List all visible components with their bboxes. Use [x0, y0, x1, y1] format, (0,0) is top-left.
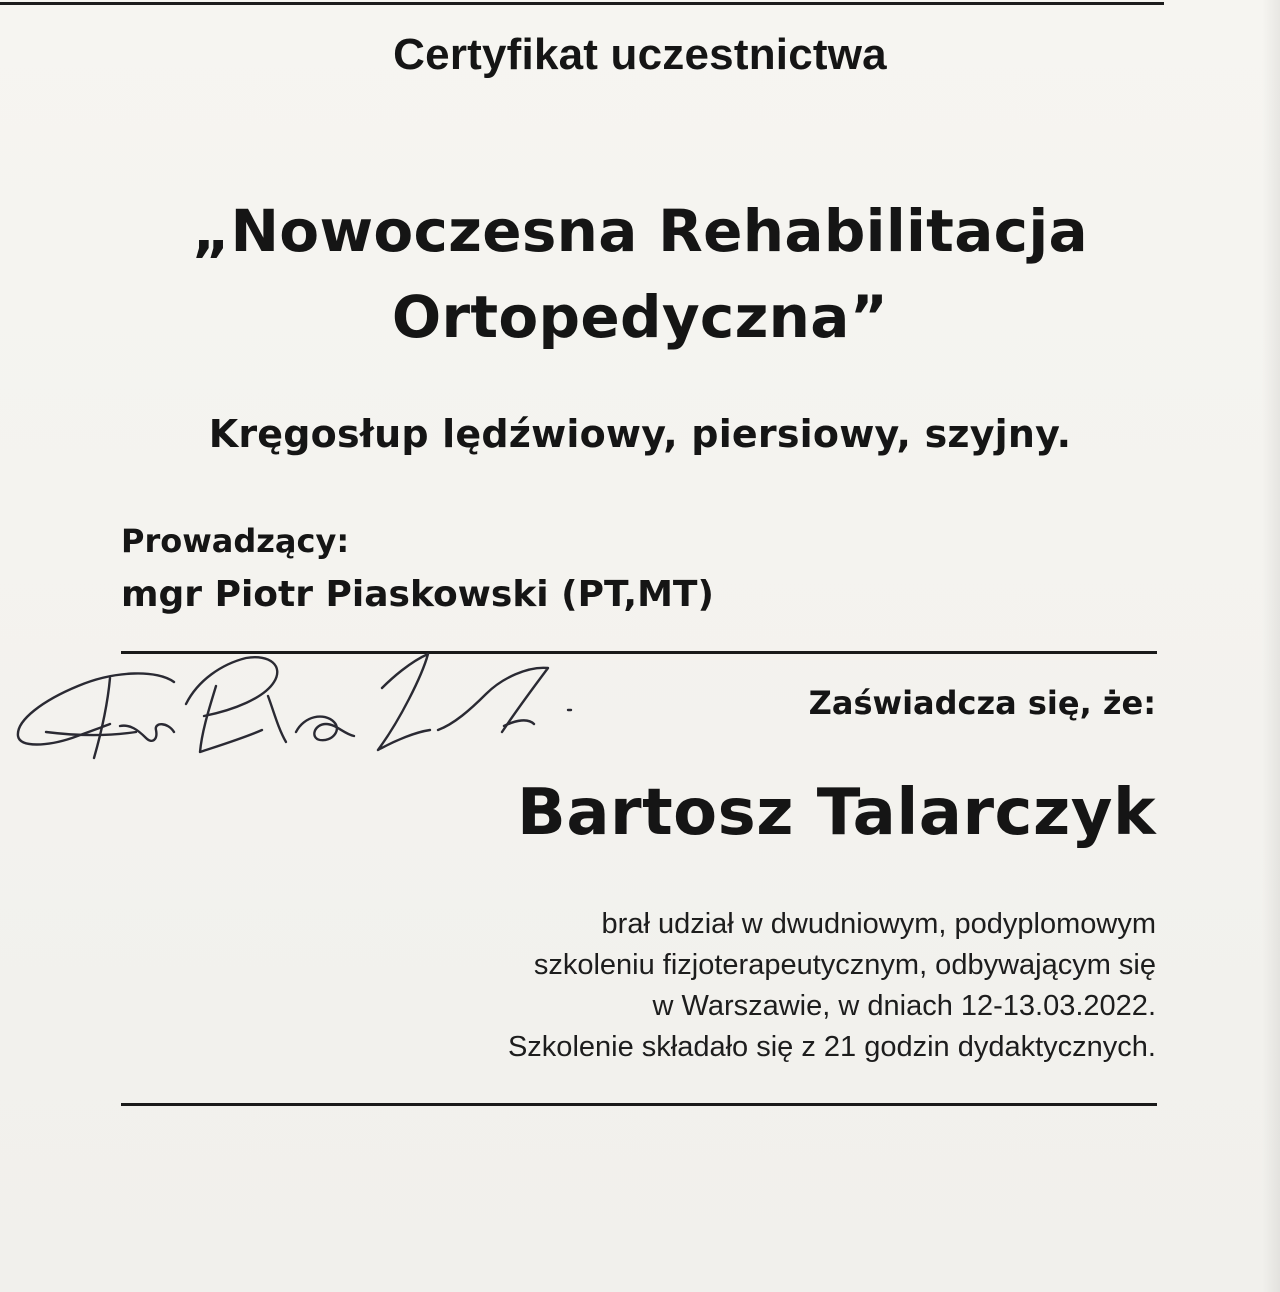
bottom-divider-line	[121, 1103, 1157, 1106]
certifies-text: Zaświadcza się, że:	[808, 684, 1156, 722]
instructor-name: mgr Piotr Piaskowski (PT,MT)	[121, 574, 714, 615]
top-border-line	[0, 2, 1164, 5]
course-title	[0, 188, 1280, 360]
course-title-line-2: Ortopedyczna”	[391, 283, 889, 351]
course-description	[508, 904, 1156, 1068]
certificate-heading: Certyfikat uczestnictwa	[393, 30, 887, 79]
description-line: w Warszawie, w dniach 12-13.03.2022.	[652, 990, 1156, 1022]
description-line: brał udział w dwudniowym, podyplomowym	[601, 908, 1156, 940]
description-line: Szkolenie składało się z 21 godzin dydaktycznych.	[507, 1031, 1156, 1063]
participant-name: Bartosz Talarczyk	[517, 776, 1156, 850]
course-title-line-1: „Nowoczesna Rehabilitacja	[192, 197, 1088, 265]
signature-icon	[8, 640, 608, 780]
course-subtitle: Kręgosłup lędźwiowy, piersiowy, szyjny.	[208, 412, 1072, 456]
instructor-label: Prowadzący:	[121, 522, 350, 560]
description-line: szkoleniu fizjoterapeutycznym, odbywającym się	[533, 949, 1156, 981]
